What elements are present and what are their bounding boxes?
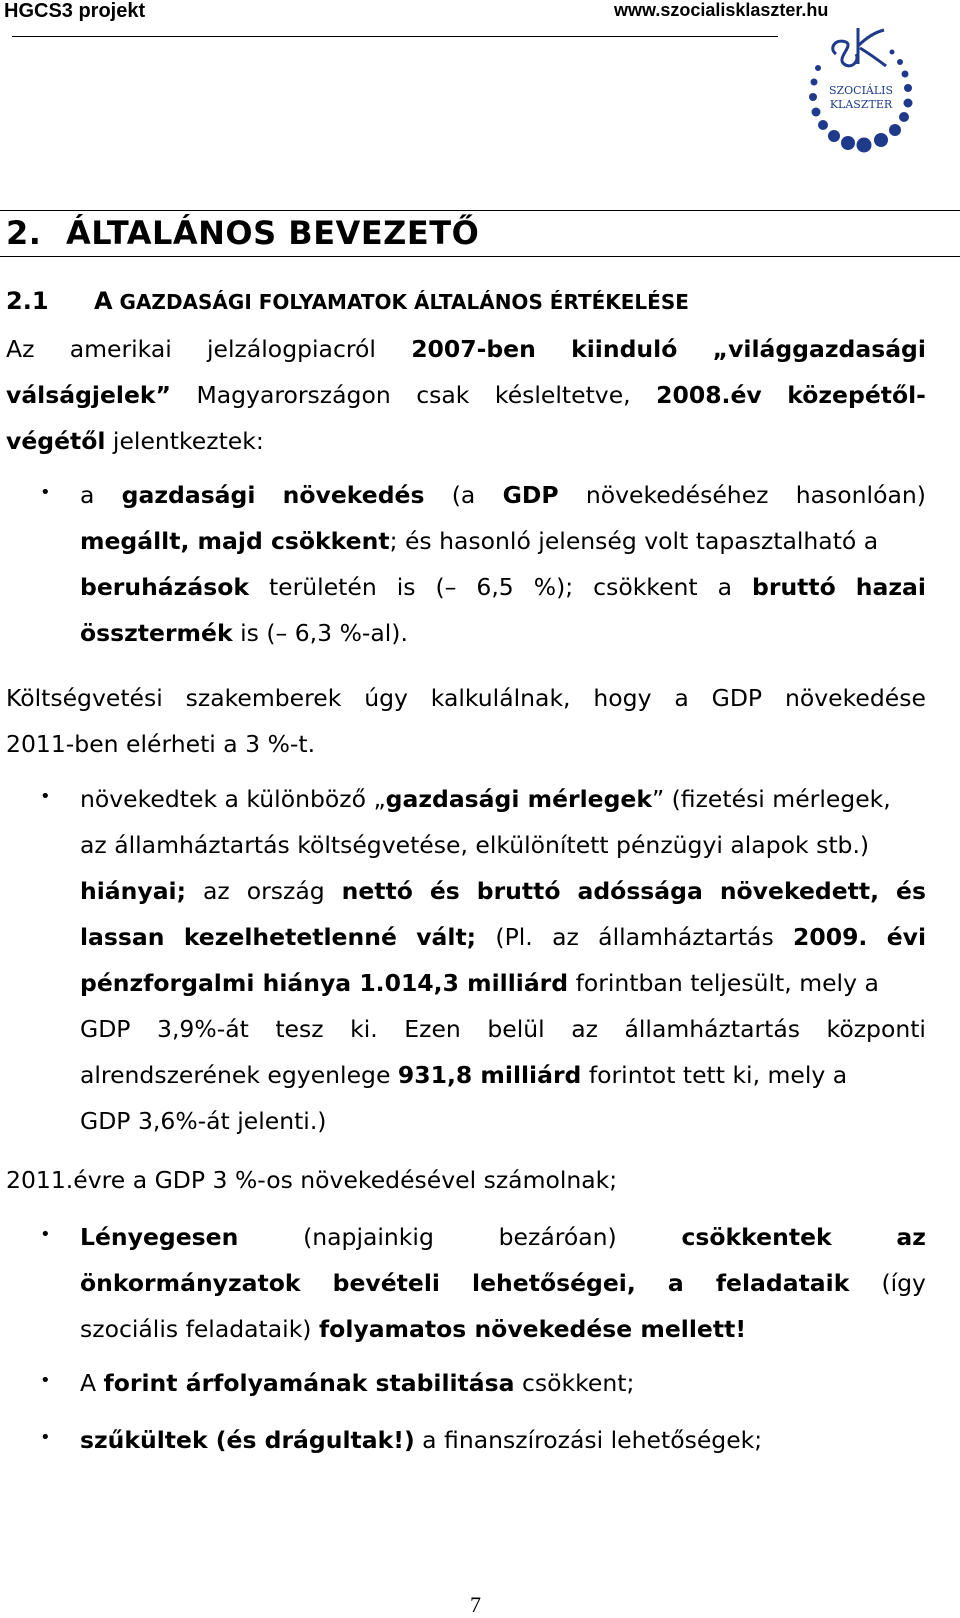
svg-text:SZOCIÁLIS: SZOCIÁLIS (828, 84, 894, 97)
bullet-marker: • (40, 1224, 51, 1245)
section-title: ÁLTALÁNOS BEVEZETŐ (66, 214, 480, 252)
subsection-heading (6, 287, 689, 315)
project-name: HGCS3 projekt (4, 0, 146, 22)
paragraph-3: 2011.évre a GDP 3 %-os növekedésével számolnak; (6, 1166, 618, 1194)
bullet-marker: • (40, 1370, 51, 1391)
intro-paragraph (6, 326, 926, 464)
szocialis-klaszter-logo (806, 24, 916, 156)
page-number: 7 (470, 1592, 481, 1617)
bullet-marker: • (40, 786, 51, 807)
bullet-5: szűkültek (és drágultak!) a finanszírozási lehetőségek; (80, 1426, 763, 1454)
subsection-title-initial: A (94, 287, 113, 315)
intro-line-3: végétől jelentkeztek: (6, 427, 264, 455)
heading-rule-top (0, 210, 960, 211)
intro-line-1: Az amerikai jelzálogpiacról 2007-ben kiinduló „világgazdasági (6, 335, 926, 363)
bullet-4: A forint árfolyamának stabilitása csökkent; (80, 1369, 635, 1397)
heading-rule-bottom (0, 256, 960, 257)
bullet-2: növekedtek a különböző „gazdasági mérlegek” (fizetési mérlegek, az államháztartás költségvetése, elkülönített pénzügyi alapok stb.) hiányai; az ország nettó és bruttó adóssága növekedett, és lassan kezelhetetlenné vált; (Pl. az államháztartás 2009. évi pénzforgalmi hiánya 1.014,3 milliárd forintban teljesült, mely a GDP 3,9%-át tesz ki. Ezen belül az államháztartás központi alrendszerének egyenlege 931,8 milliárd forintot tett ki, mely a GDP 3,6%-át jelenti.) (80, 785, 926, 1135)
paragraph-2: Költségvetési szakemberek úgy kalkulálnak, hogy a GDP növekedése 2011-ben elérheti a 3 %-t. (6, 684, 926, 758)
svg-text:KLASZTER: KLASZTER (829, 98, 893, 111)
bullet-3: Lényegesen (napjainkig bezáróan) csökkentek az önkormányzatok bevételi lehetőségei, a feladataik (így szociális feladataik) folyamatos növekedése mellett! (80, 1223, 926, 1343)
subsection-title: GAZDASÁGI FOLYAMATOK ÁLTALÁNOS ÉRTÉKELÉSE (112, 290, 689, 314)
bullet-marker: • (40, 482, 51, 503)
section-number: 2. (6, 214, 42, 252)
bullet-1: a gazdasági növekedés (a GDP növekedéséhez hasonlóan) megállt, majd csökkent; és hasonló jelenség volt tapasztalható a beruházások területén is (– 6,5 %); csökkent a bruttó hazai össztermék is (– 6,3 %-al). (80, 481, 926, 647)
header-url[interactable]: www.szocialisklaszter.hu (614, 0, 829, 20)
header-rule (12, 36, 778, 37)
bullet-marker: • (40, 1427, 51, 1448)
intro-line-2: válságjelek” Magyarországon csak késleltetve, 2008.év közepétől- (6, 381, 926, 409)
subsection-number: 2.1 (6, 287, 49, 315)
section-heading (6, 214, 479, 252)
